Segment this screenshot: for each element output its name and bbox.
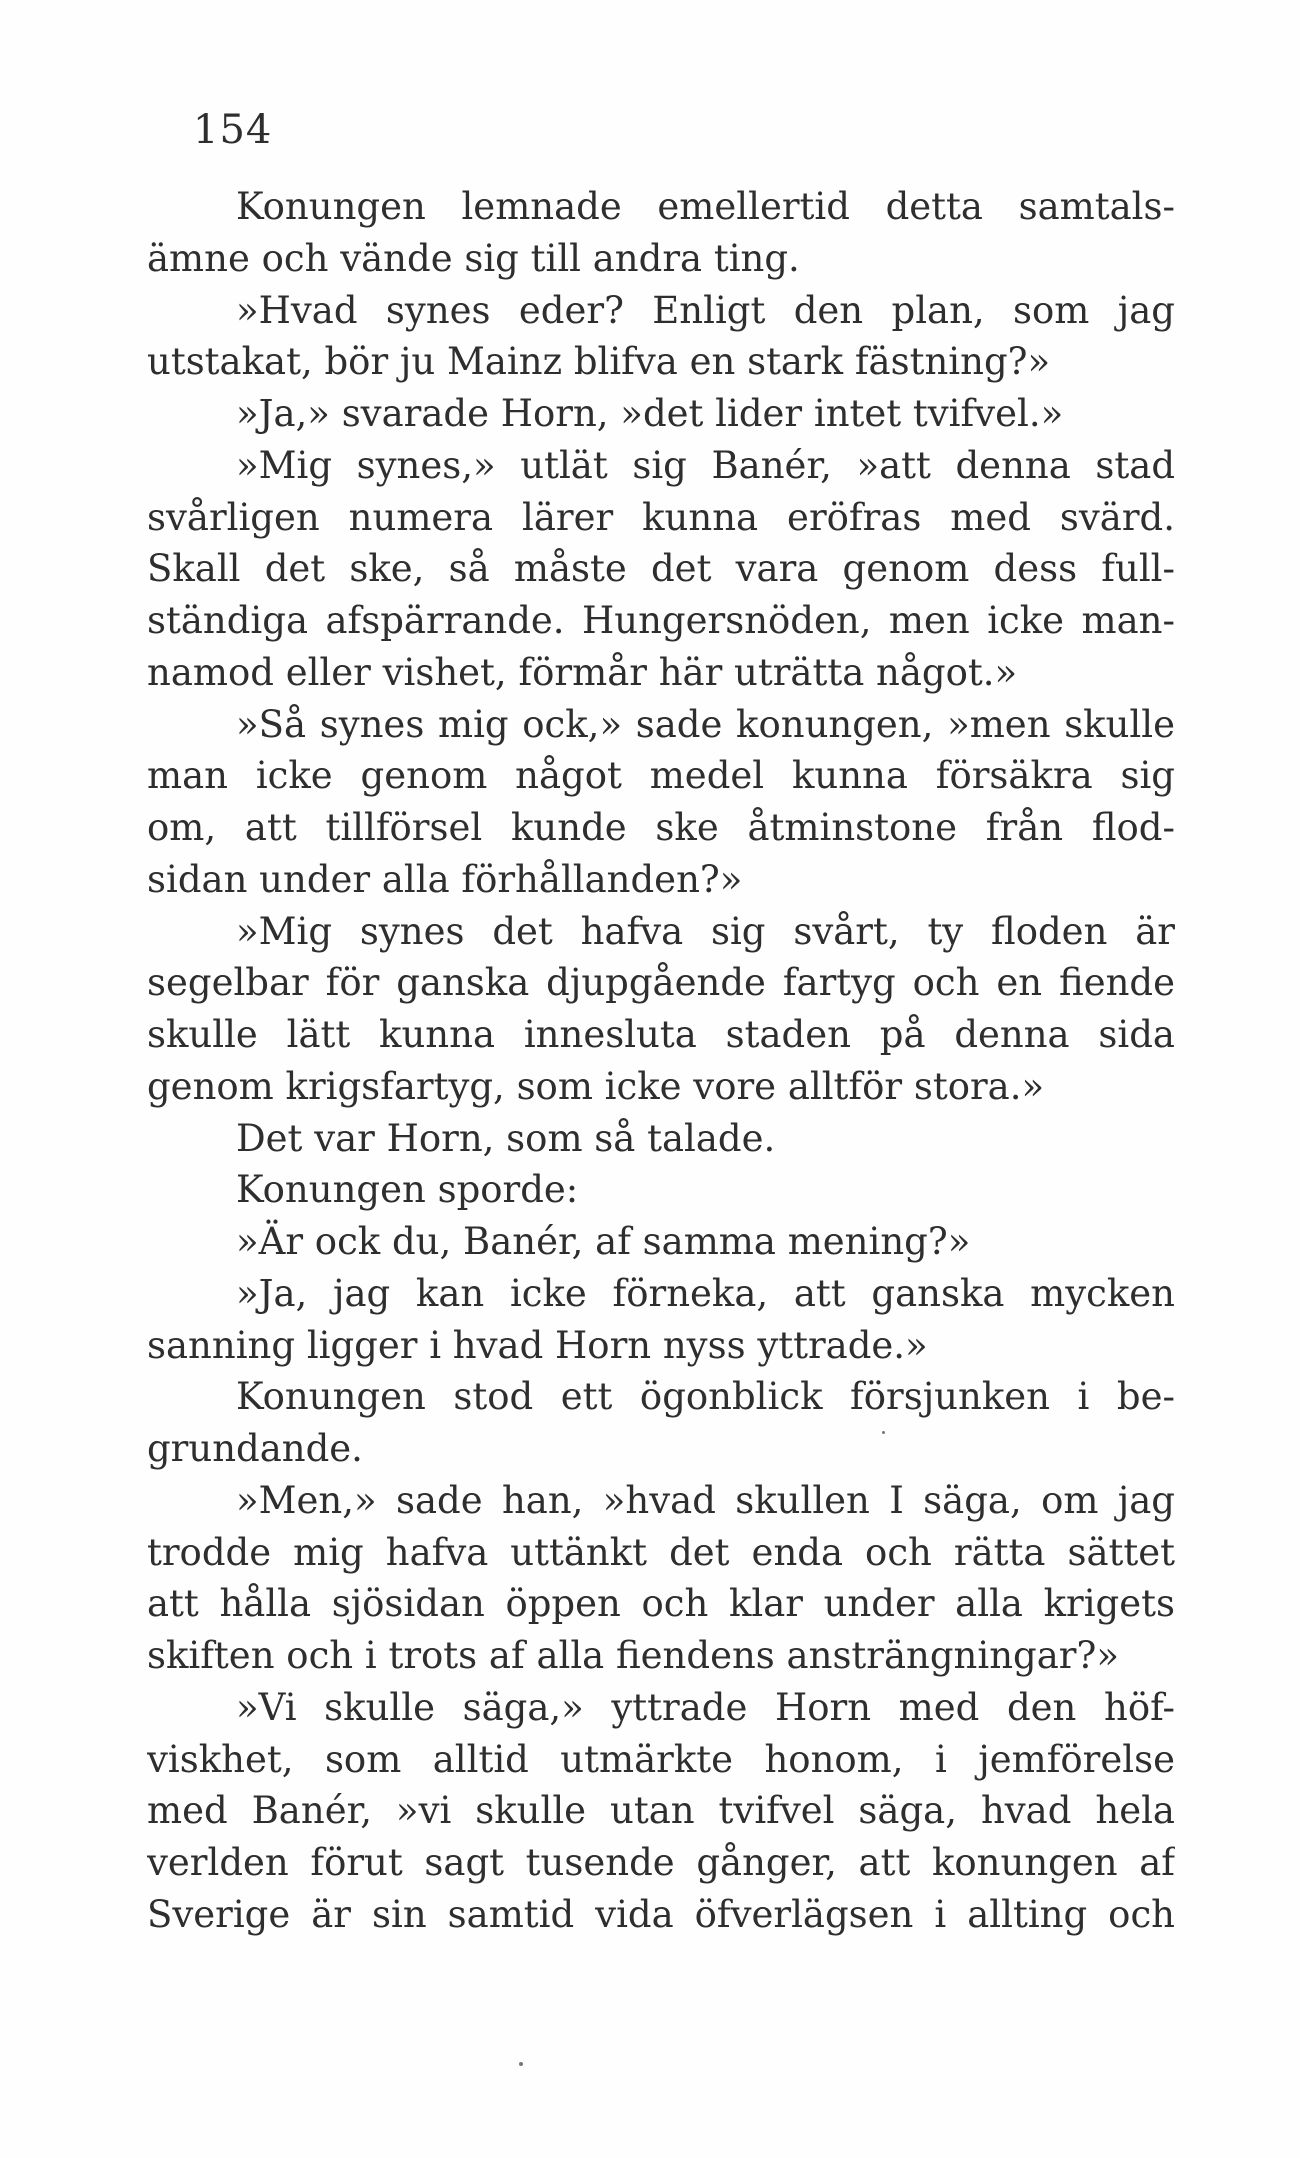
text-line: Konungen sporde: xyxy=(236,1168,579,1212)
text-line: Sverige är sin samtid vida öfverlägsen i allting och xyxy=(147,1892,1175,1936)
text-line: sanning ligger i hvad Horn nyss yttrade.» xyxy=(147,1323,928,1367)
text-line: »Hvad synes eder? Enligt den plan, som jag xyxy=(236,288,1175,332)
page-number: 154 xyxy=(193,107,273,153)
text-line: »Vi skulle säga,» yttrade Horn med den höf- xyxy=(236,1685,1175,1729)
text-line: Konungen stod ett ögonblick försjunken i be- xyxy=(236,1375,1175,1419)
text-line: verlden förut sagt tusende gånger, att konungen af xyxy=(147,1841,1175,1884)
text-line: skulle lätt kunna innesluta staden på denna sida xyxy=(147,1013,1175,1056)
text-line: »Är ock du, Banér, af samma mening?» xyxy=(236,1220,971,1263)
body-text xyxy=(147,181,1175,1941)
text-line: »Mig synes det hafva sig svårt, ty floden är xyxy=(236,909,1175,953)
text-line: »Mig synes,» utlät sig Banér, »att denna stad xyxy=(236,443,1175,487)
text-line: Konungen lemnade emellertid detta samtals- xyxy=(236,185,1175,228)
print-speck xyxy=(519,2062,523,2066)
text-line: »Ja, jag kan icke förneka, att ganska mycken xyxy=(236,1271,1175,1315)
text-line: viskhet, som alltid utmärkte honom, i jemförelse xyxy=(147,1737,1175,1781)
text-line: segelbar för ganska djupgående fartyg och en fiende xyxy=(147,961,1175,1005)
text-line: utstakat, bör ju Mainz blifva en stark fästning?» xyxy=(147,340,1051,384)
text-line: Skall det ske, så måste det vara genom dess full- xyxy=(147,547,1175,591)
print-speck xyxy=(882,1431,885,1434)
text-line: med Banér, »vi skulle utan tvifvel säga, hvad hela xyxy=(147,1789,1175,1833)
text-line: Det var Horn, som så talade. xyxy=(236,1116,776,1160)
text-line: ständiga afspärrande. Hungersnöden, men icke man- xyxy=(147,599,1175,642)
text-line: man icke genom något medel kunna försäkra sig xyxy=(147,754,1175,798)
text-line: skiften och i trots af alla fiendens ansträngningar?» xyxy=(147,1634,1119,1677)
text-line: ämne och vände sig till andra ting. xyxy=(147,236,800,280)
text-line: »Men,» sade han, »hvad skullen I säga, om jag xyxy=(236,1478,1175,1522)
text-line: sidan under alla förhållanden?» xyxy=(147,857,743,901)
text-line: »Ja,» svarade Horn, »det lider intet tvifvel.» xyxy=(236,392,1064,435)
text-line: »Så synes mig ock,» sade konungen, »men skulle xyxy=(236,702,1175,746)
text-line: svårligen numera lärer kunna eröfras med svärd. xyxy=(147,495,1175,539)
text-line: grundande. xyxy=(147,1427,363,1470)
text-line: namod eller vishet, förmår här uträtta något.» xyxy=(147,650,1018,694)
text-line: trodde mig hafva uttänkt det enda och rätta sättet xyxy=(147,1530,1175,1574)
text-line: om, att tillförsel kunde ske åtminstone från flod- xyxy=(147,806,1175,849)
text-line: att hålla sjösidan öppen och klar under alla krigets xyxy=(147,1582,1175,1626)
text-line: genom krigsfartyg, som icke vore alltför stora.» xyxy=(147,1064,1045,1108)
